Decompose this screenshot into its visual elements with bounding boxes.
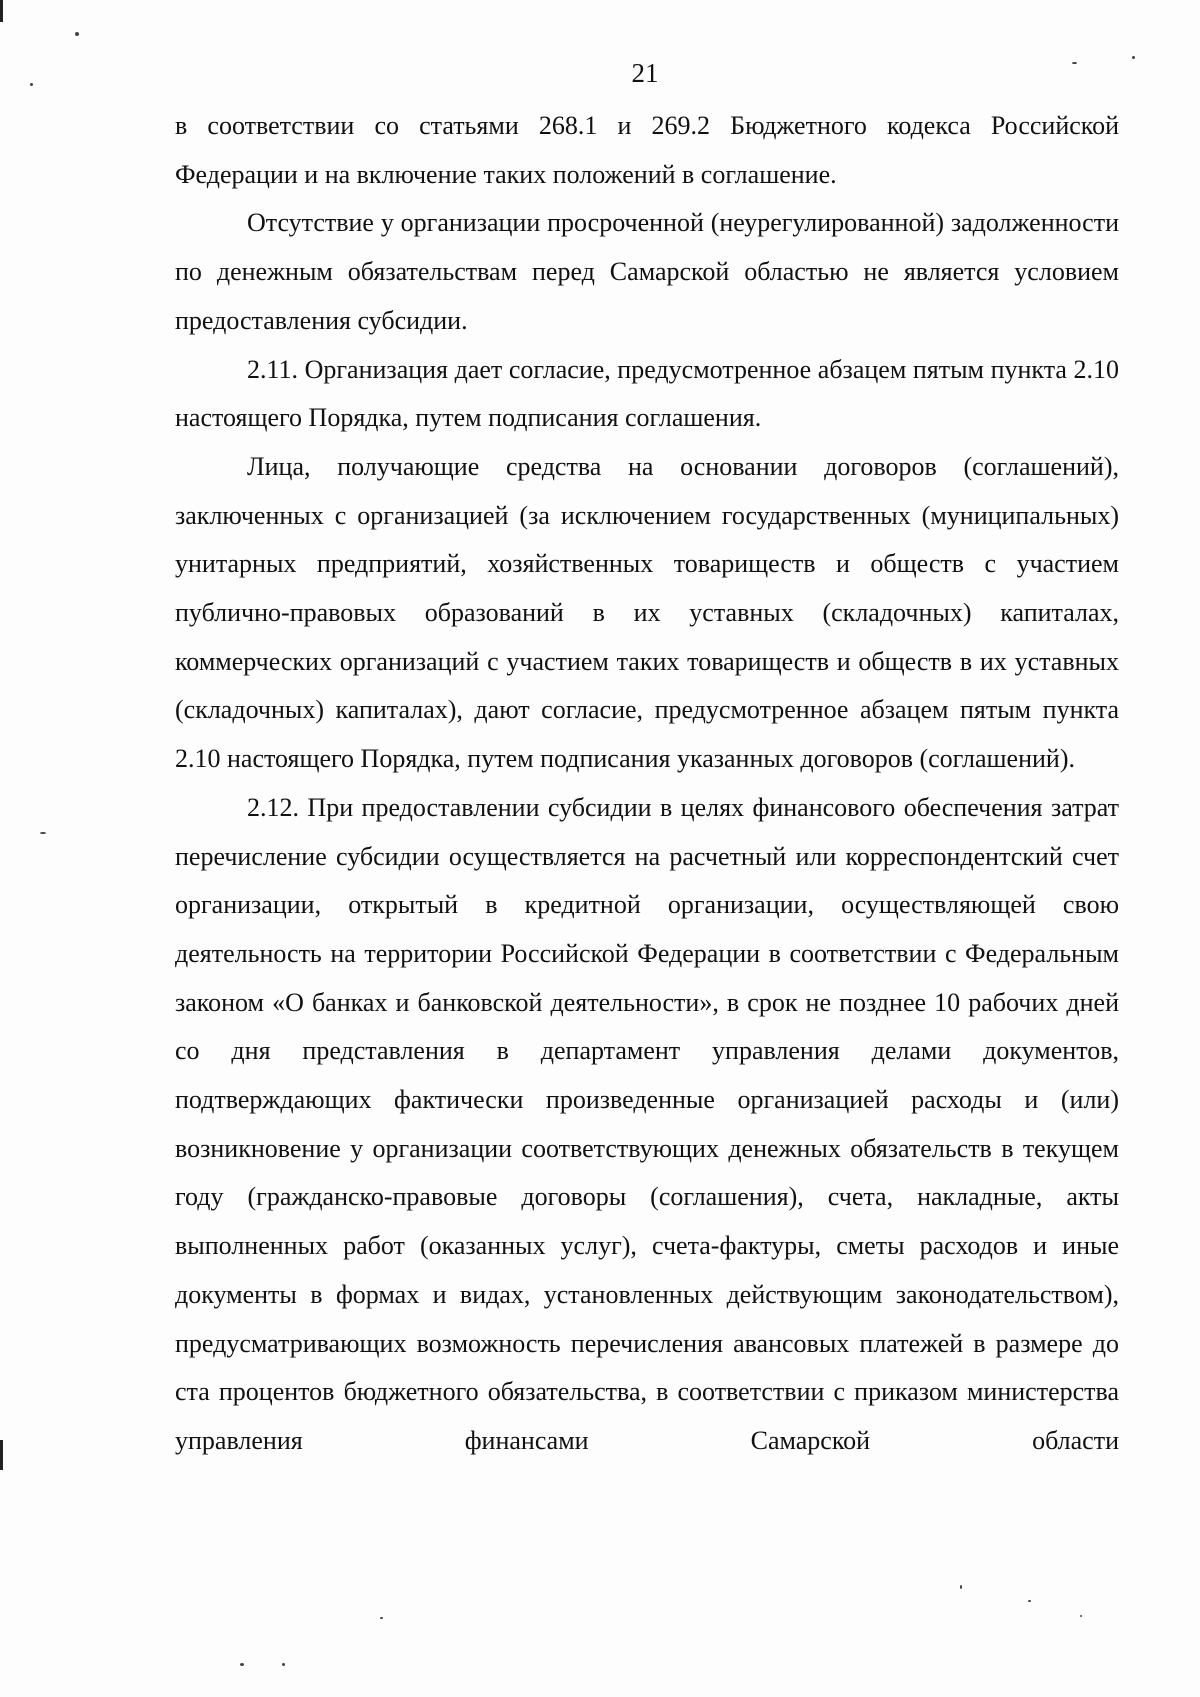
paragraph-continuation: в соответствии со статьями 268.1 и 269.2 Бюджетного кодекса Российской Федерации и на включение таких положений в соглашение. (175, 111, 1119, 189)
paragraph-recipients-consent: Лица, получающие средства на основании договоров (соглашений), заключенных с организацией (за исключением государственных (муниципальных) унитарных предприятий, хозяйственных товариществ и обществ с участием публично-правовых образований в их уставных (складочных) капиталах, коммерческих организаций с участием таких товариществ и обществ в их уставных (складочных) капиталах), дают согласие, предусмотренное абзацем пятым пункта 2.10 настоящего Порядка, путем подписания указанных договоров (соглашений). (175, 451, 1119, 774)
paragraph-2-11: 2.11. Организация дает согласие, предусмотренное абзацем пятым пункта 2.10 настоящего Порядка, путем подписания соглашения. (175, 354, 1119, 433)
scan-speck (282, 1663, 285, 1666)
scan-speck (30, 83, 33, 86)
page-number: 21 (631, 58, 659, 88)
scan-speck (1080, 1615, 1082, 1617)
paragraph-no-debt-condition: Отсутствие у организации просроченной (неурегулированной) задолженности по денежным обязательствам перед Самарской областью не является условием предоставления субсидии. (175, 208, 1119, 335)
scan-speck (1072, 62, 1077, 64)
scan-speck (380, 1617, 383, 1619)
paragraph-2-12: 2.12. При предоставлении субсидии в целях финансового обеспечения затрат перечисление субсидии осуществляется на расчетный или корреспондентский счет организации, открытый в кредитной организации, осуществляющей свою деятельность на территории Российской Федерации в соответствии с Федеральным законом «О банках и банковской деятельности», в срок не позднее 10 рабочих дней со дня представления в департамент управления делами документов, подтверждающих фактически произведенные организацией расходы и (или) возникновение у организации соответствующих денежных обязательств в текущем году (гражданско-правовые договоры (соглашения), счета, накладные, акты выполненных работ (оказанных услуг), счета-фактуры, сметы расходов и иные документы в формах и видах, установленных действующим законодательством), предусматривающих возможность перечисления авансовых платежей в размере до ста процентов бюджетного обязательства, в соответствии с приказом министерства управления финансами Самарской области (175, 792, 1119, 1455)
scan-speck (1028, 1600, 1031, 1602)
scan-edge-mark (0, 1440, 3, 1470)
scan-speck (240, 1663, 244, 1666)
scan-speck (1132, 56, 1135, 59)
scan-edge-mark (0, 0, 3, 22)
document-body (175, 102, 1119, 1466)
scan-speck (75, 32, 79, 36)
scan-speck (40, 832, 46, 834)
scan-speck (960, 1585, 962, 1589)
